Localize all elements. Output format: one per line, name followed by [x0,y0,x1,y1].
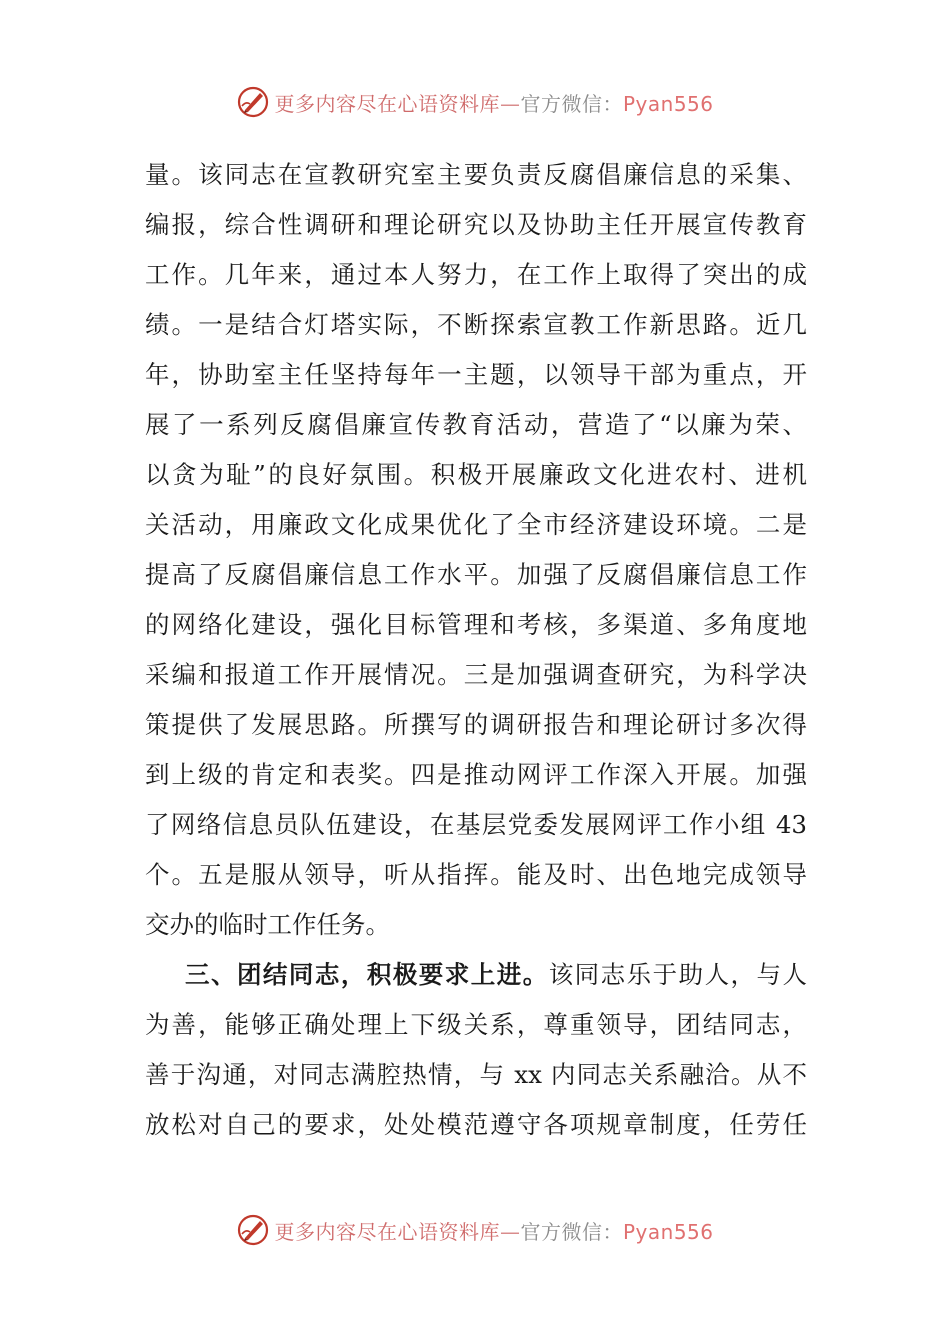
banner-dash: — [499,1219,521,1244]
text-line: 工作。几年来，通过本人努力，在工作上取得了突出的成 [145,260,807,289]
banner-wechat-label: 官方微信： [520,1219,623,1244]
text-line: 绩。一是结合灯塔实际，不断探索宣教工作新思路。近几 [145,310,807,339]
pen-logo-icon [236,85,270,119]
section-heading: 三、团结同志，积极要求上进。 [185,960,549,989]
text-line: 关活动，用廉政文化成果优化了全市经济建设环境。二是 [145,510,807,539]
text-line-heading [145,950,807,1000]
banner-wechat-id: Pyan556 [622,91,714,116]
footer-banner [0,1210,950,1250]
banner-dash: — [499,91,521,116]
banner-wechat-id: Pyan556 [622,1219,714,1244]
banner-prefix: 更多内容尽在心语资料库 [274,1219,500,1244]
text-line: 善于沟通，对同志满腔热情，与 xx 内同志关系融洽。从不 [145,1060,807,1089]
text-line: 交办的临时工作任务。 [145,910,390,939]
paragraph-1 [145,150,807,950]
text-line: 个。五是服从领导，听从指挥。能及时、出色地完成领导 [145,860,807,889]
text-line: 提高了反腐倡廉信息工作水平。加强了反腐倡廉信息工作 [145,560,807,589]
paragraph-2 [145,950,807,1150]
text-line: 以贪为耻”的良好氛围。积极开展廉政文化进农村、进机 [145,460,807,489]
text-line: 采编和报道工作开展情况。三是加强调查研究，为科学决 [145,660,807,689]
text-line: 到上级的肯定和表奖。四是推动网评工作深入开展。加强 [145,760,807,789]
text-line: 放松对自己的要求，处处模范遵守各项规章制度，任劳任 [145,1110,807,1139]
text-line: 策提供了发展思路。所撰写的调研报告和理论研讨多次得 [145,710,807,739]
text-line: 量。该同志在宣教研究室主要负责反腐倡廉信息的采集、 [145,160,807,189]
text-line: 了网络信息员队伍建设，在基层党委发展网评工作小组 43 [145,810,807,839]
banner-text [274,1216,713,1245]
header-banner [0,82,950,122]
text-line: 展了一系列反腐倡廉宣传教育活动，营造了“以廉为荣、 [145,410,807,439]
text-line: 的网络化建设，强化目标管理和考核，多渠道、多角度地 [145,610,807,639]
text-line: 为善，能够正确处理上下级关系，尊重领导，团结同志， [145,1010,807,1039]
banner-wechat-label: 官方微信： [520,91,623,116]
document-body [145,150,807,1150]
text-line: 年，协助室主任坚持每年一主题，以领导干部为重点，开 [145,360,807,389]
banner-prefix: 更多内容尽在心语资料库 [274,91,500,116]
pen-logo-icon [236,1213,270,1247]
banner-text [274,88,713,117]
heading-line-rest: 该同志乐于助人，与人 [548,960,808,989]
text-line: 编报，综合性调研和理论研究以及协助主任开展宣传教育 [145,210,807,239]
